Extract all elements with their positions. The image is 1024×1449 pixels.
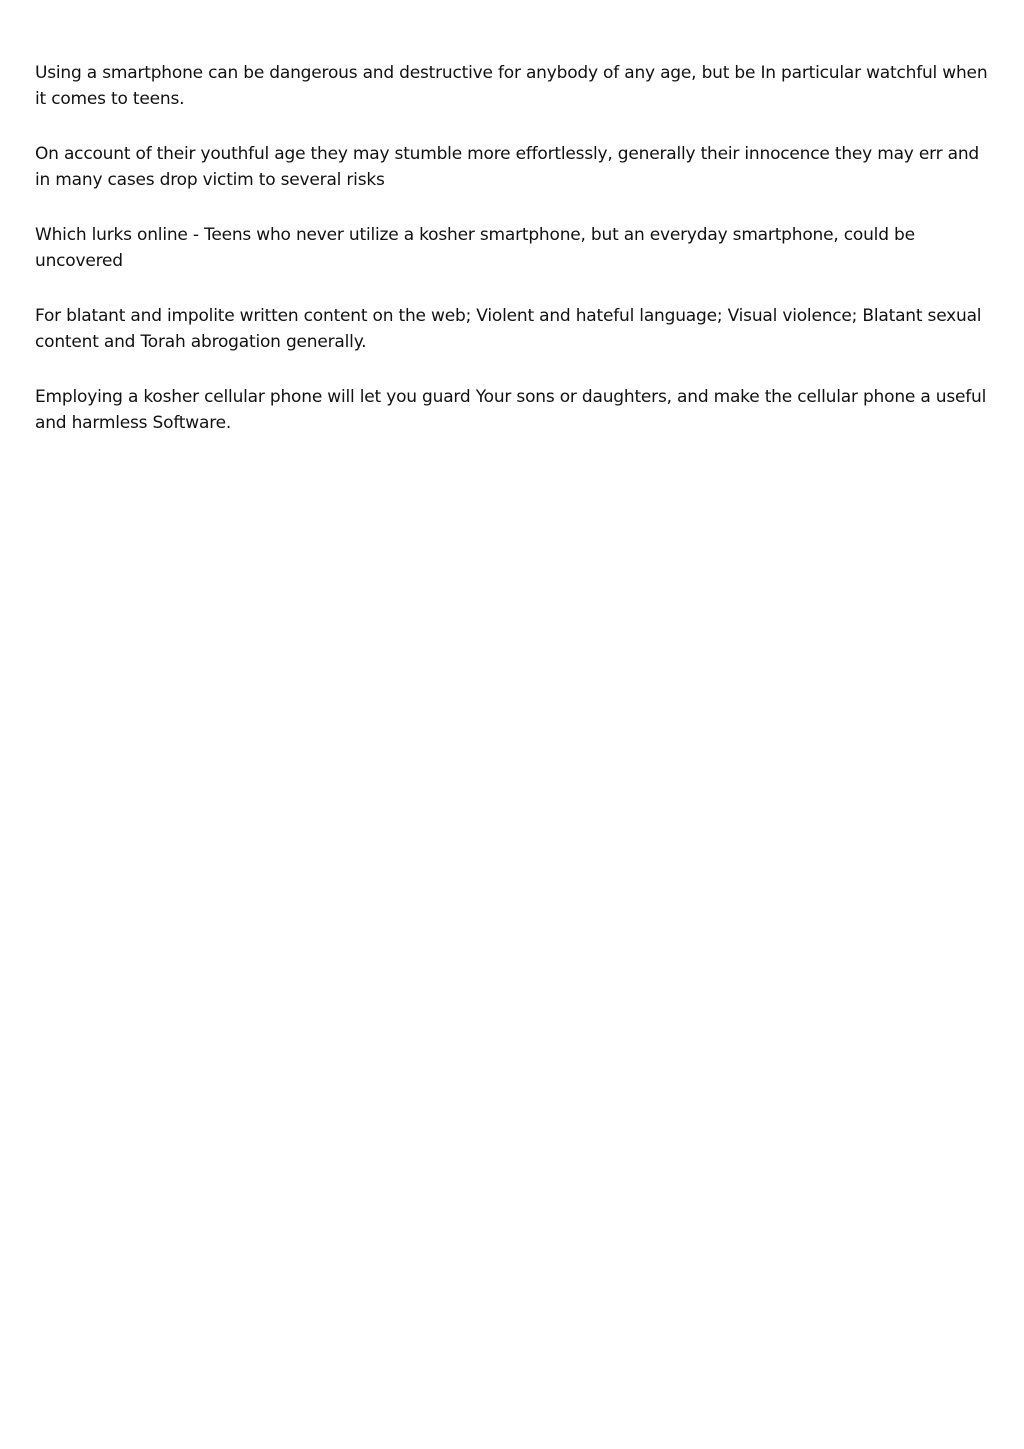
paragraph-4: For blatant and impolite written content on the web; Violent and hateful language; Visual violence; Blatant sexual content and Torah abrogation generally. (35, 306, 982, 352)
paragraph-2: On account of their youthful age they may stumble more effortlessly, generally their innocence they may err and in many cases drop victim to several risks (35, 144, 979, 190)
paragraph-5: Employing a kosher cellular phone will let you guard Your sons or daughters, and make the cellular phone a useful and harmless Software. (35, 387, 987, 433)
document-body (35, 60, 995, 465)
paragraph-1: Using a smartphone can be dangerous and destructive for anybody of any age, but be In particular watchful when it comes to teens. (35, 63, 988, 109)
paragraph-3: Which lurks online - Teens who never utilize a kosher smartphone, but an everyday smartphone, could be uncovered (35, 225, 915, 271)
